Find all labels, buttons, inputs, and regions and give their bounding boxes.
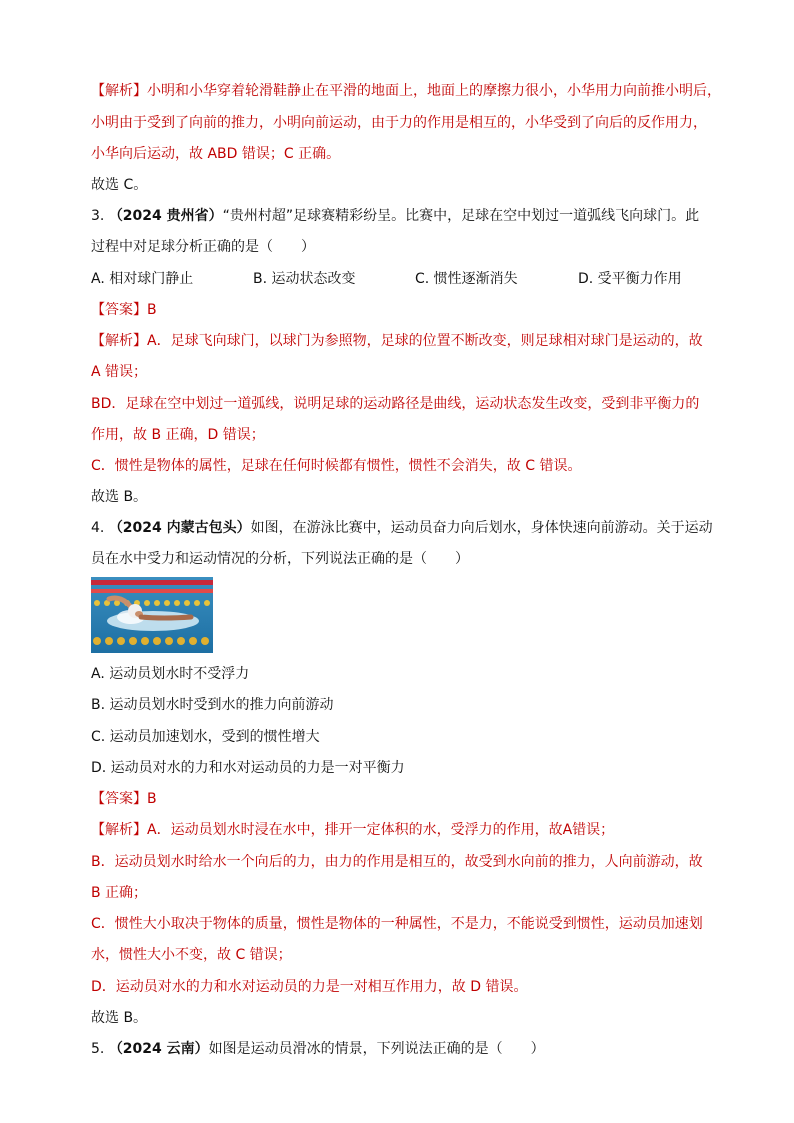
question-source: （2024 贵州省）: [108, 208, 223, 224]
choose-line: 故选 B。: [91, 1010, 148, 1026]
explanation-line: D．运动员对水的力和水对运动员的力是一对相互作用力，故 D 错误。: [91, 979, 528, 995]
option-c: C. 运动员加速划水，受到的惯性增大: [91, 729, 320, 745]
option-a: A. 运动员划水时不受浮力: [91, 666, 250, 682]
question-text: “贵州村超”足球赛精彩纷呈。比赛中，足球在空中划过一道弧线飞向球门。此: [222, 208, 700, 224]
explanation-line: BD．足球在空中划过一道弧线，说明足球的运动路径是曲线，运动状态发生改变，受到非平衡力的: [91, 396, 700, 412]
question-number: 4.: [91, 520, 105, 536]
explanation-line: 作用，故 B 正确，D 错误；: [91, 427, 265, 443]
choose-line: 故选 C。: [91, 177, 148, 193]
explanation-line: C．惯性大小取决于物体的质量，惯性是物体的一种属性，不是力，不能说受到惯性，运动员加速划: [91, 916, 703, 932]
question-text: 员在水中受力和运动情况的分析，下列说法正确的是（ ）: [91, 551, 469, 567]
explanation-line: 小明由于受到了向前的推力，小明向前运动，由于力的作用是相互的，小华受到了向后的反作用力，: [91, 115, 707, 131]
question-text: 如图是运动员滑冰的情景，下列说法正确的是（ ）: [208, 1041, 545, 1057]
explanation-line: 【解析】A．运动员划水时浸在水中，排开一定体积的水，受浮力的作用，故A错误；: [91, 822, 615, 838]
explanation-line: C．惯性是物体的属性，足球在任何时候都有惯性，惯性不会消失，故 C 错误。: [91, 458, 582, 474]
option-d: D. 受平衡力作用: [578, 271, 682, 287]
option-b: B. 运动状态改变: [253, 271, 356, 287]
explanation-line: B．运动员划水时给水一个向后的力，由力的作用是相互的，故受到水向前的推力，人向前游动，故: [91, 854, 703, 870]
choose-line: 故选 B。: [91, 489, 148, 505]
explanation-line: A 错误；: [91, 364, 148, 380]
explanation-line: 水，惯性大小不变，故 C 错误；: [91, 947, 292, 963]
question-4-stem: [91, 518, 713, 538]
answer-label: 【答案】B: [91, 791, 157, 807]
explanation-line: B 正确；: [91, 885, 148, 901]
explanation-line: 小华向后运动，故 ABD 错误；C 正确。: [91, 146, 341, 162]
question-source: （2024 内蒙古包头）: [108, 520, 251, 536]
explanation-line: 【解析】小明和小华穿着轮滑鞋静止在平滑的地面上，地面上的摩擦力很小，小华用力向前推小明后，: [91, 83, 721, 99]
question-3-stem: [91, 206, 699, 226]
option-c: C. 惯性逐渐消失: [415, 271, 518, 287]
question-text: 过程中对足球分析正确的是（ ）: [91, 239, 315, 255]
answer-label: 【答案】B: [91, 302, 157, 318]
option-d: D. 运动员对水的力和水对运动员的力是一对平衡力: [91, 760, 405, 776]
question-number: 5.: [91, 1041, 105, 1057]
swimmer-photo: [91, 577, 213, 653]
explanation-line: 【解析】A．足球飞向球门，以球门为参照物，足球的位置不断改变，则足球相对球门是运动的，故: [91, 333, 703, 349]
option-a: A. 相对球门静止: [91, 271, 194, 287]
option-b: B. 运动员划水时受到水的推力向前游动: [91, 697, 334, 713]
question-number: 3.: [91, 208, 105, 224]
question-source: （2024 云南）: [108, 1041, 209, 1057]
question-5-stem: [91, 1039, 545, 1059]
question-text: 如图，在游泳比赛中，运动员奋力向后划水，身体快速向前游动。关于运动: [250, 520, 713, 536]
